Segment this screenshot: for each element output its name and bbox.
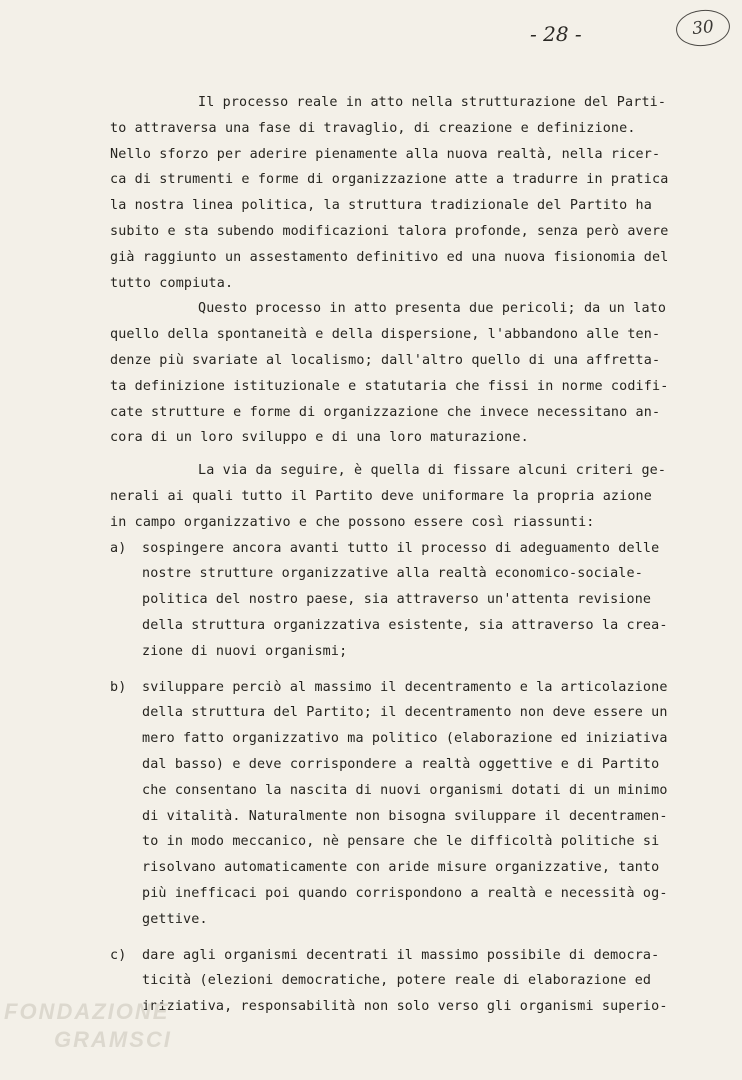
archive-page-stamp: 30	[674, 7, 731, 48]
watermark-line: GRAMSCI	[54, 1027, 172, 1052]
text-line: della struttura del Partito; il decentramento non deve essere un	[142, 705, 668, 721]
body-text	[110, 90, 710, 1020]
text-line: nerali ai quali tutto il Partito deve uniformare la propria azione	[110, 488, 652, 504]
list-item-label: c)	[110, 947, 127, 963]
text-line: mero fatto organizzativo ma politico (elaborazione ed iniziativa	[142, 731, 668, 747]
text-line: to in modo meccanico, nè pensare che le difficoltà politiche si	[142, 834, 660, 850]
text-line: cate strutture e forme di organizzazione che invece necessitano an-	[110, 404, 661, 420]
text-line: zione di nuovi organismi;	[142, 643, 348, 659]
text-line: Nello sforzo per aderire pienamente alla nuova realtà, nella ricer-	[110, 146, 661, 162]
text-line: in campo organizzativo e che possono essere così riassunti:	[110, 514, 595, 530]
text-line: sospingere ancora avanti tutto il processo di adeguamento delle	[142, 540, 660, 556]
text-line: tutto compiuta.	[110, 275, 234, 291]
text-line: Il processo reale in atto nella strutturazione del Parti-	[198, 95, 667, 110]
text-line: quello della spontaneità e della dispersione, l'abbandono alle ten-	[110, 327, 661, 343]
text-line: nostre strutture organizzative alla realtà economico-sociale-	[142, 566, 643, 582]
text-line: gettive.	[142, 911, 208, 927]
watermark-line: FONDAZIONE	[4, 999, 170, 1024]
text-line: politica del nostro paese, sia attraverso un'attenta revisione	[142, 592, 652, 608]
text-line: della struttura organizzativa esistente, sia attraverso la crea-	[142, 617, 668, 633]
list-item	[110, 943, 710, 1020]
text-line: di vitalità. Naturalmente non bisogna sviluppare il decentramen-	[142, 808, 668, 824]
list-item-label: a)	[110, 540, 127, 556]
text-line: iniziativa, responsabilità non solo verso gli organismi superio-	[142, 999, 668, 1015]
text-line: ta definizione istituzionale e statutaria che fissi in norme codifi-	[110, 378, 669, 394]
list-item	[110, 675, 710, 933]
text-line: dal basso) e deve corrispondere a realtà oggettive e di Partito	[142, 756, 660, 772]
text-line: sviluppare perciò al massimo il decentramento e la articolazione	[142, 679, 668, 695]
archive-watermark	[4, 998, 184, 1062]
paragraph	[110, 458, 710, 535]
text-line: la nostra linea politica, la struttura tradizionale del Partito ha	[110, 198, 652, 214]
text-line: più inefficaci poi quando corrispondono a realtà e necessità og-	[142, 885, 668, 901]
text-line: già raggiunto un assestamento definitivo ed una nuova fisionomia del	[110, 249, 669, 265]
text-line: to attraversa una fase di travaglio, di creazione e definizione.	[110, 120, 636, 136]
list-item-label: b)	[110, 679, 127, 695]
text-line: denze più svariate al localismo; dall'altro quello di una affretta-	[110, 352, 661, 368]
text-line: ticità (elezioni democratiche, potere reale di elaborazione ed	[142, 973, 652, 989]
text-line: La via da seguire, è quella di fissare alcuni criteri ge-	[198, 463, 667, 479]
text-line: Questo processo in atto presenta due pericoli; da un lato	[198, 301, 667, 317]
text-line: cora di un loro sviluppo e di una loro maturazione.	[110, 430, 529, 446]
list-item	[110, 536, 710, 665]
paragraph	[110, 90, 710, 296]
text-line: che consentano la nascita di nuovi organismi dotati di un minimo	[142, 782, 668, 798]
page-number: - 28 -	[530, 22, 582, 46]
text-line: subito e sta subendo modificazioni talora profonde, senza però avere	[110, 223, 669, 239]
text-line: dare agli organismi decentrati il massimo possibile di democra-	[142, 947, 660, 963]
paragraph	[110, 296, 710, 451]
text-line: risolvano automaticamente con aride misure organizzative, tanto	[142, 860, 660, 876]
text-line: ca di strumenti e forme di organizzazione atte a tradurre in pratica	[110, 172, 669, 188]
